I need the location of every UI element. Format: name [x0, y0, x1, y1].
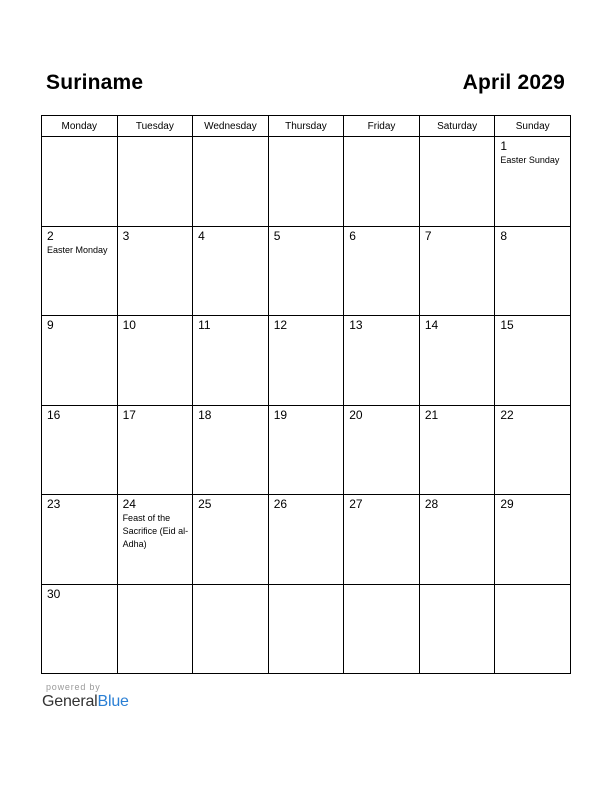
- day-cell: [268, 405, 344, 495]
- empty-day-cell: [419, 137, 495, 227]
- day-number: 22: [500, 407, 514, 422]
- day-number: 2: [47, 228, 54, 243]
- day-cell: [268, 316, 344, 406]
- empty-day-cell: [193, 584, 269, 674]
- day-cell: [344, 226, 420, 316]
- day-number: 13: [349, 318, 363, 332]
- day-number: 15: [500, 318, 514, 332]
- day-cell: [495, 405, 571, 495]
- day-number: 12: [273, 318, 288, 332]
- empty-day-cell: [117, 137, 193, 227]
- day-number: 23: [47, 497, 61, 511]
- generalblue-logo[interactable]: [42, 693, 129, 711]
- day-cell: [495, 226, 571, 316]
- day-number: 29: [500, 497, 514, 511]
- week-row: [42, 137, 571, 227]
- empty-day-cell: [268, 584, 344, 674]
- day-cell: [419, 405, 495, 495]
- day-number: 7: [424, 228, 432, 243]
- day-number: 30: [47, 586, 61, 601]
- week-row: [42, 584, 571, 674]
- week-row: [42, 316, 571, 406]
- weekday-header: Monday: [42, 116, 118, 137]
- day-cell: [193, 316, 269, 406]
- week-row: [42, 226, 571, 316]
- logo-text-blue: Blue: [97, 693, 129, 710]
- day-cell: [495, 495, 571, 585]
- day-number: 6: [349, 228, 356, 243]
- empty-day-cell: [42, 137, 118, 227]
- day-cell: [117, 226, 193, 316]
- day-cell: [42, 495, 118, 585]
- day-number: 26: [273, 497, 288, 511]
- day-number: 1: [500, 139, 508, 153]
- empty-day-cell: [193, 137, 269, 227]
- empty-day-cell: [344, 584, 420, 674]
- day-number: 14: [424, 318, 439, 332]
- day-cell: [193, 226, 269, 316]
- weekday-header: Wednesday: [193, 116, 269, 137]
- day-cell: [117, 495, 193, 585]
- day-number: 3: [122, 228, 130, 243]
- weekday-header: Sunday: [495, 116, 571, 137]
- day-cell: [117, 405, 193, 495]
- day-cell: [268, 226, 344, 316]
- weekday-header: Friday: [344, 116, 420, 137]
- powered-by-label: powered by: [46, 682, 101, 692]
- day-number: 11: [198, 318, 211, 332]
- day-cell: [495, 316, 571, 406]
- weekday-header: Tuesday: [117, 116, 193, 137]
- day-number: 10: [122, 318, 136, 332]
- day-number: 5: [273, 228, 281, 243]
- day-cell: [344, 405, 420, 495]
- empty-day-cell: [117, 584, 193, 674]
- day-number: 8: [500, 228, 508, 243]
- day-number: 28: [424, 497, 439, 511]
- day-cell: [42, 226, 118, 316]
- day-cell: [419, 226, 495, 316]
- day-cell: [344, 316, 420, 406]
- weekday-header: Saturday: [419, 116, 495, 137]
- day-number: 21: [424, 407, 439, 422]
- weekday-header: Thursday: [268, 116, 344, 137]
- holiday-label: Easter Monday: [47, 244, 108, 255]
- weekday-header-row: [42, 116, 571, 137]
- day-cell: [42, 316, 118, 406]
- day-number: 25: [198, 497, 212, 511]
- day-number: 9: [47, 318, 54, 332]
- day-cell: [419, 495, 495, 585]
- day-cell: [42, 584, 118, 674]
- day-number: 24: [122, 497, 136, 511]
- day-cell: [193, 495, 269, 585]
- logo-text-general: General: [42, 693, 98, 710]
- empty-day-cell: [495, 584, 571, 674]
- calendar-grid: [41, 115, 571, 674]
- day-cell: [268, 495, 344, 585]
- week-row: [42, 405, 571, 495]
- day-cell: [495, 137, 571, 227]
- month-year-title: April 2029: [462, 71, 565, 94]
- day-cell: [42, 405, 118, 495]
- day-number: 16: [47, 407, 61, 422]
- day-number: 4: [198, 228, 205, 243]
- empty-day-cell: [419, 584, 495, 674]
- holiday-label: Easter Sunday: [500, 155, 560, 165]
- day-number: 17: [122, 407, 136, 422]
- day-number: 19: [273, 407, 288, 422]
- day-cell: [193, 405, 269, 495]
- day-number: 20: [349, 407, 363, 422]
- day-cell: [344, 495, 420, 585]
- day-cell: [419, 316, 495, 406]
- day-number: 18: [198, 407, 212, 422]
- holiday-label: Feast of the Sacrifice (Eid al-Adha): [122, 513, 189, 549]
- empty-day-cell: [268, 137, 344, 227]
- week-row: [42, 495, 571, 585]
- day-number: 27: [349, 497, 363, 511]
- country-title: Suriname: [46, 71, 144, 94]
- empty-day-cell: [344, 137, 420, 227]
- day-cell: [117, 316, 193, 406]
